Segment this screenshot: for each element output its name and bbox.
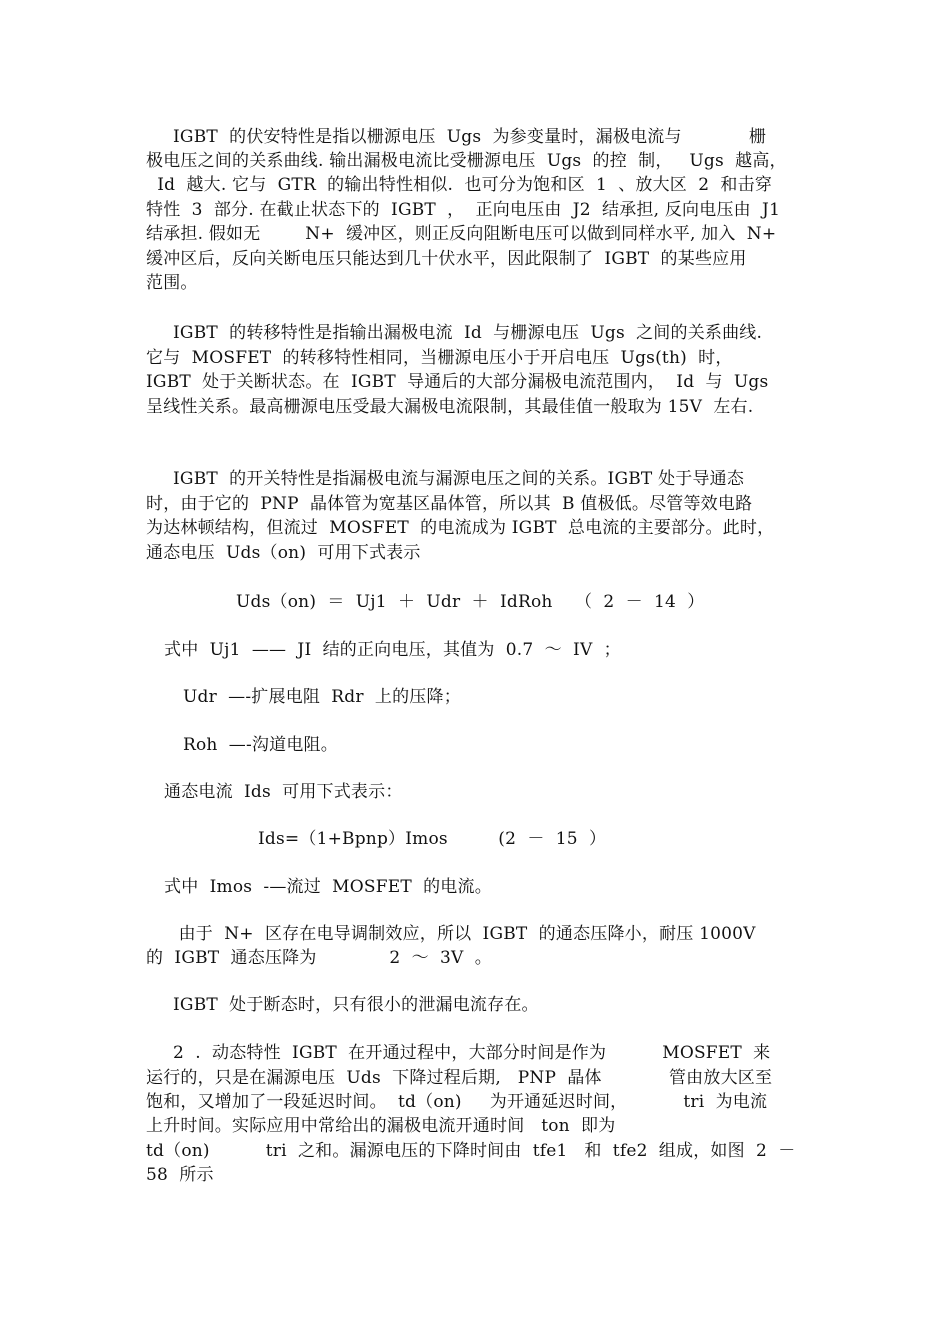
equation-2-15: Ids=（1+Bpnp）Imos (2 － 15 ） bbox=[258, 829, 607, 849]
text-line: 极电压之间的关系曲线. 输出漏极电流比受栅源电压 Ugs 的控 制， Ugs 越高， bbox=[146, 151, 787, 171]
text-line: Id 越大. 它与 GTR 的输出特性相似. 也可分为饱和区 1 、放大区 2 和击穿 bbox=[146, 175, 773, 195]
text-line: 为达林顿结构，但流过 MOSFET 的电流成为 IGBT 总电流的主要部分。此时， bbox=[146, 518, 775, 538]
text-line: 2 . 动态特性 IGBT 在开通过程中，大部分时间是作为 MOSFET 来 bbox=[173, 1043, 771, 1063]
text-line: 的 IGBT 通态压降为 2 ～ 3V 。 bbox=[146, 948, 492, 968]
text-line: IGBT 的伏安特性是指以栅源电压 Ugs 为参变量时，漏极电流与 栅 bbox=[173, 127, 767, 147]
definition-imos: 式中 Imos -—流过 MOSFET 的电流。 bbox=[164, 877, 492, 897]
definition-uj1: 式中 Uj1 —— JI 结的正向电压，其值为 0.7 ～ IV ； bbox=[164, 640, 621, 660]
text-line: IGBT 处于关断状态。在 IGBT 导通后的大部分漏极电流范围内， Id 与 Ugs bbox=[146, 372, 769, 392]
text-line: 饱和，又增加了一段延迟时间。 td（on) 为开通延迟时间， tri 为电流 bbox=[146, 1092, 768, 1112]
text-line: 特性 3 部分. 在截止状态下的 IGBT ， 正向电压由 J2 结承担, 反向电压由 J1 bbox=[146, 200, 781, 220]
text-line: 58 所示 bbox=[146, 1165, 214, 1185]
paragraph-off-state: IGBT 处于断态时，只有很小的泄漏电流存在。 bbox=[173, 995, 539, 1015]
text-line: 由于 N+ 区存在电导调制效应，所以 IGBT 的通态压降小，耐压 1000V bbox=[173, 924, 756, 944]
text-line: td（on) tri 之和。漏源电压的下降时间由 tfe1 和 tfe2 组成，如图 2 － bbox=[146, 1141, 796, 1161]
text-line: 它与 MOSFET 的转移特性相同，当栅源电压小于开启电压 Ugs(th) 时， bbox=[146, 348, 733, 368]
text-line: 上升时间。实际应用中常给出的漏极电流开通时间 ton 即为 bbox=[146, 1116, 616, 1136]
text-line: 结承担. 假如无 N+ 缓冲区，则正反向阻断电压可以做到同样水平, 加入 N+ bbox=[146, 224, 777, 244]
text-line: IGBT 的开关特性是指漏极电流与漏源电压之间的关系。IGBT 处于导通态 bbox=[173, 469, 745, 489]
text-line: 运行的，只是在漏源电压 Uds 下降过程后期, PNP 晶体 管由放大区至 bbox=[146, 1068, 773, 1088]
text-line: 缓冲区后，反向关断电压只能达到几十伏水平，因此限制了 IGBT 的某些应用 bbox=[146, 249, 747, 269]
definition-ids-intro: 通态电流 Ids 可用下式表示： bbox=[164, 782, 403, 802]
text-line: 范围。 bbox=[146, 273, 198, 293]
text-line: 通态电压 Uds（on) 可用下式表示 bbox=[146, 543, 421, 563]
text-line: 呈线性关系。最高栅源电压受最大漏极电流限制，其最佳值一般取为 15V 左右. bbox=[146, 397, 754, 417]
text-line: IGBT 的转移特性是指输出漏极电流 Id 与栅源电压 Ugs 之间的关系曲线. bbox=[173, 323, 763, 343]
definition-roh: Roh —-沟道电阻。 bbox=[183, 735, 338, 755]
text-line: 时，由于它的 PNP 晶体管为宽基区晶体管，所以其 B 值极低。尽管等效电路 bbox=[146, 494, 753, 514]
equation-2-14: Uds（on) ＝ Uj1 ＋ Udr ＋ IdRoh （ 2 － 14 ） bbox=[236, 592, 705, 612]
definition-udr: Udr —-扩展电阻 Rdr 上的压降； bbox=[183, 687, 461, 707]
